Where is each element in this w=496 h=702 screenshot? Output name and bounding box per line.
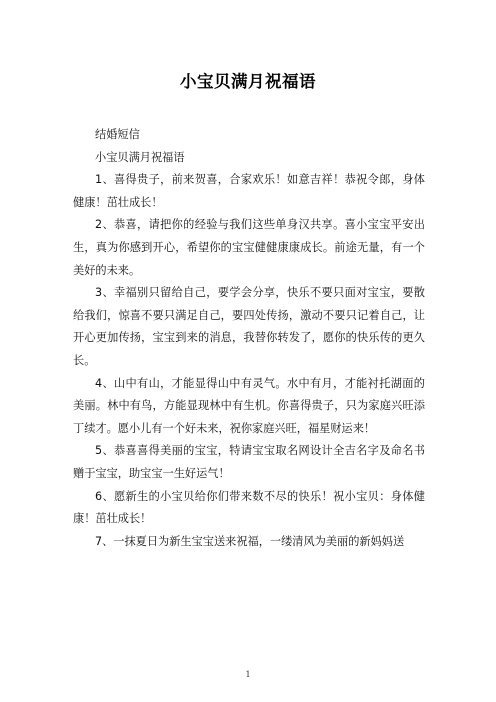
paragraph: 4、山中有山，才能显得山中有灵气。水中有月，才能衬托湖面的美丽。林中有鸟，方能显现林中有生机。你喜得贵子，只为家庭兴旺添丁续才。愿小儿有一个好未来，祝你家庭兴旺，福星财运来！ (73, 376, 425, 435)
paragraph: 1、喜得贵子，前来贺喜，合家欢乐！如意吉祥！恭祝令郎，身体健康！茁壮成长！ (73, 173, 425, 209)
paragraph: 3、幸福别只留给自己，要学会分享，快乐不要只面对宝宝，要散给我们，惊喜不要只满足自己，要四处传扬，激动不要只记着自己，让开心更加传扬，宝宝到来的消息，我替你转发了，愿你的快乐传的更久长。 (73, 286, 425, 367)
paragraph: 7、一抹夏日为新生宝宝送来祝福，一缕清风为美丽的新妈妈送 (95, 534, 405, 548)
document-body (73, 124, 425, 553)
paragraph: 小宝贝满月祝福语 (95, 150, 185, 164)
paragraph: 结婚短信 (95, 128, 140, 141)
paragraph: 2、恭喜，请把你的经验与我们这些单身汉共享。喜小宝宝平安出生，真为你感到开心，希望你的宝宝健健康康成长。前途无量，有一个美好的未来。 (73, 218, 425, 277)
document-title: 小宝贝满月祝福语 (180, 72, 316, 91)
paragraph: 6、愿新生的小宝贝给你们带来数不尽的快乐！祝小宝贝：身体健康！茁壮成长！ (73, 489, 425, 526)
page-number: 1 (245, 670, 251, 679)
paragraph: 5、恭喜喜得美丽的宝宝，特请宝宝取名网设计全吉名字及命名书赠于宝宝，助宝宝一生好运气！ (73, 444, 425, 480)
